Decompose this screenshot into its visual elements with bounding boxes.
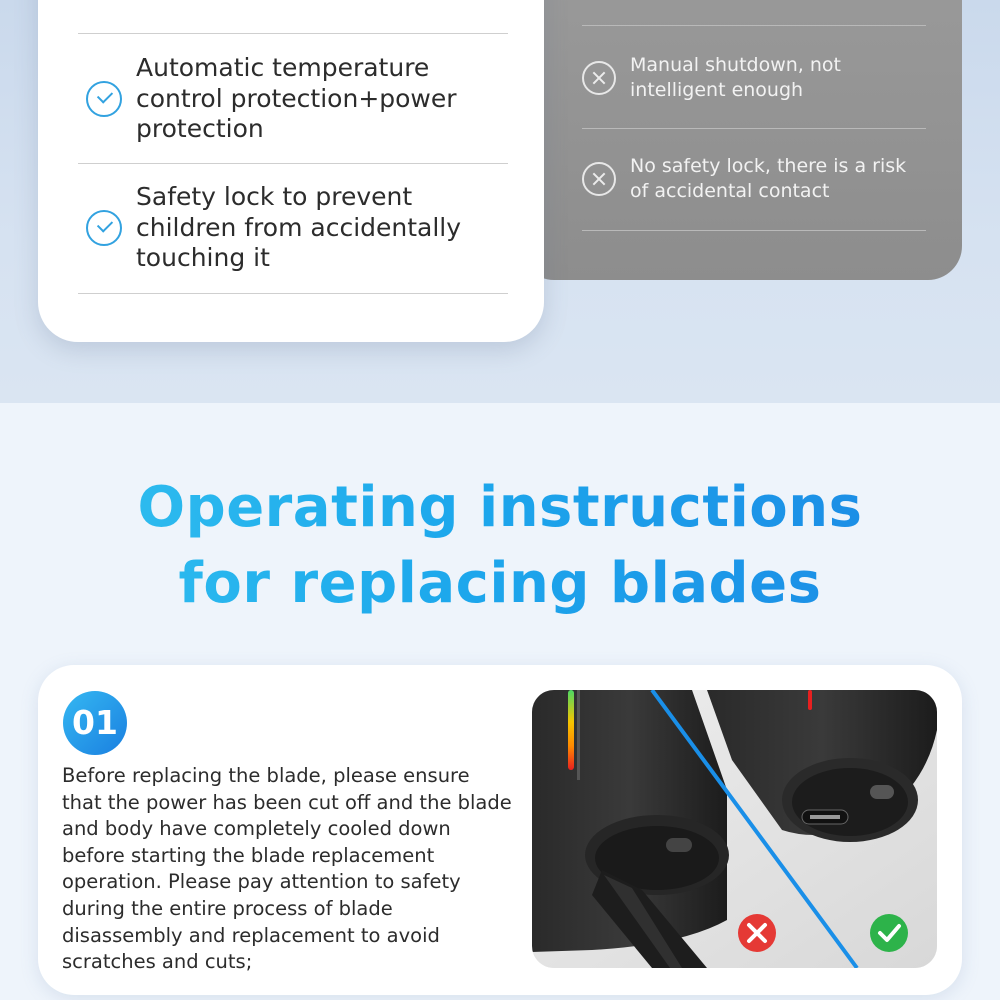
heading-line-2: for replacing blades	[178, 551, 822, 616]
heading-line-1: Operating instructions	[137, 475, 863, 540]
product-card	[38, 0, 544, 342]
competitor-feature-text: No safety lock, there is a risk of accidental contact	[630, 155, 907, 202]
divider	[78, 163, 508, 164]
product-feature-text: Safety lock to prevent children from accidentally touching it	[136, 182, 462, 272]
check-circle-icon	[86, 81, 122, 117]
competitor-feature-1	[582, 53, 926, 103]
cross-circle-icon	[582, 162, 616, 196]
step-number-badge: 01	[63, 691, 127, 755]
comparison-section	[0, 0, 1000, 403]
product-feature-1	[86, 53, 506, 145]
wrong-mark-icon	[738, 914, 776, 952]
competitor-feature-2	[582, 154, 926, 204]
product-photo	[532, 690, 937, 968]
cross-circle-icon	[582, 61, 616, 95]
right-mark-icon	[870, 914, 908, 952]
step-card	[38, 665, 962, 995]
product-feature-text: Automatic temperature control protection+power protection	[136, 53, 457, 143]
divider	[582, 230, 926, 231]
section-heading	[0, 470, 1000, 622]
divider	[582, 128, 926, 129]
competitor-card	[520, 0, 962, 280]
device-with-cable	[532, 690, 729, 968]
check-circle-icon	[86, 210, 122, 246]
product-feature-2	[86, 182, 506, 274]
competitor-feature-text: Manual shutdown, not intelligent enough	[630, 54, 841, 101]
step-description: Before replacing the blade, please ensure that the power has been cut off and the blade and body have completely cooled down before starting the blade replacement operation. Please pay attention to safety during the entire process of blade disassembly and replacement to avoid scratches and cuts;	[62, 764, 512, 974]
divider	[78, 293, 508, 294]
charger-comparison-illustration	[532, 690, 937, 968]
divider	[78, 33, 508, 34]
divider	[582, 25, 926, 26]
